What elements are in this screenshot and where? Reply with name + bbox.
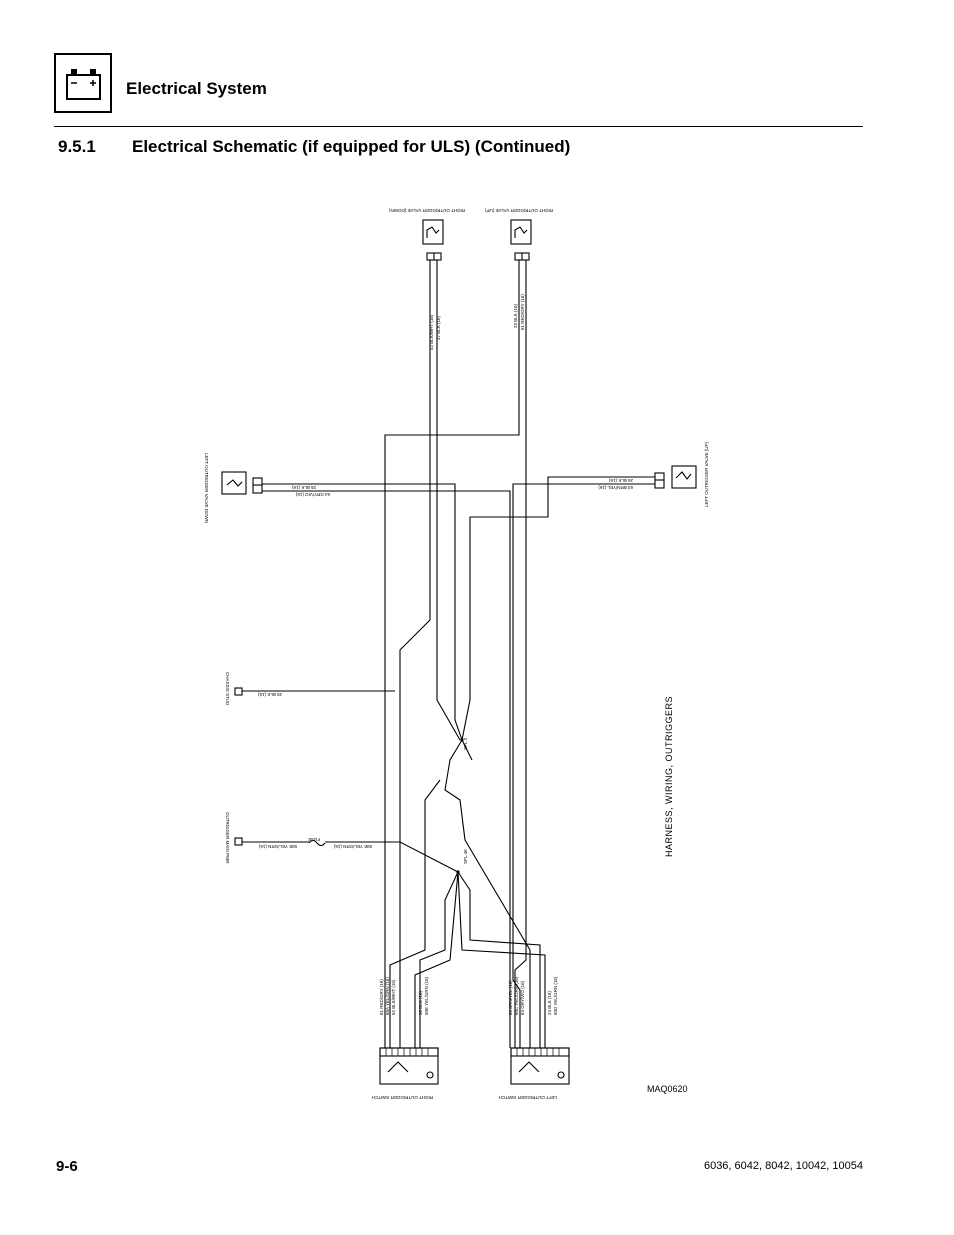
wire-label: 60C YEL/GRN (16)	[514, 976, 519, 1015]
figure-code: MAQ0620	[647, 1084, 688, 1094]
label-spl-2: SPL 2	[463, 737, 468, 750]
wire-label: 60D YEL/GRN (16)	[553, 976, 558, 1015]
label-right-valve-up: RIGHT OUTRIGGER VALVE (UP)	[484, 208, 553, 213]
wire-label: 64 GRY/VIO (16)	[295, 492, 330, 497]
harness-label: HARNESS, WIRING, OUTRIGGERS	[664, 695, 674, 857]
wire-label: 52 BLK/WHT (16)	[391, 979, 396, 1015]
label-right-switch: RIGHT OUTRIGGER SWITCH	[371, 1095, 433, 1100]
wire-label: 52 BLK/WHT (16)	[429, 314, 434, 350]
wire-label: 50E YEL/GRN (16)	[424, 976, 429, 1015]
wire-label: 63 BRN/YEL (16)	[598, 485, 633, 490]
wire-label: 64 GRY/VIO (16)	[520, 980, 525, 1015]
label-left-switch: LEFT OUTRIGGER SWITCH	[498, 1095, 557, 1100]
label-right-valve-down: RIGHT OUTRIGGER VALVE (DOWN)	[388, 208, 465, 213]
wire-label: 26 BLK (16)	[608, 478, 633, 483]
label-spl-46: SPL 46	[463, 849, 468, 864]
wire-label: 25 BLK (16)	[257, 692, 282, 697]
wire-label: 50E YEL/GRN (16)	[258, 844, 297, 849]
wire-label: 61 RED/GRY (16)	[379, 979, 384, 1015]
wire-label: 24 BLK (16)	[547, 990, 552, 1015]
subsection-number: 9.5.1	[58, 137, 96, 156]
label-chassis-stud: CHASSIS STUD	[225, 672, 230, 706]
label-fuse: FUSE	[307, 837, 320, 842]
wire-label: 37 BLK (16)	[436, 315, 441, 340]
label-left-valve-up: LEFT OUTRIGGER VALVE (UP)	[704, 441, 709, 507]
wire-label: 36 BLK (16)	[418, 990, 423, 1015]
section-title: Electrical System	[126, 79, 267, 98]
wire-label: 25 BLK (16)	[291, 485, 316, 490]
model-numbers: 6036, 6042, 8042, 10042, 10054	[703, 1160, 863, 1172]
wire-label: 50E YEL/GRN (16)	[333, 844, 372, 849]
page-number: 9-6	[56, 1158, 78, 1175]
wire-label: 23 BLK (16)	[513, 303, 518, 328]
label-left-valve-down: LEFT OUTRIGGER VALVE DOWN	[204, 453, 209, 524]
wire-label: 60A YEL/GRN (16)	[385, 977, 390, 1015]
wire-label: 61 RED/GRY (16)	[520, 294, 525, 330]
label-outrigger-main-pwr: OUTRIGGER MAIN PWR	[225, 812, 230, 864]
wire-label: 63 BRN/YEL (16)	[508, 980, 513, 1015]
subsection-title: Electrical Schematic (if equipped for ULS) (Continued)	[132, 137, 571, 156]
